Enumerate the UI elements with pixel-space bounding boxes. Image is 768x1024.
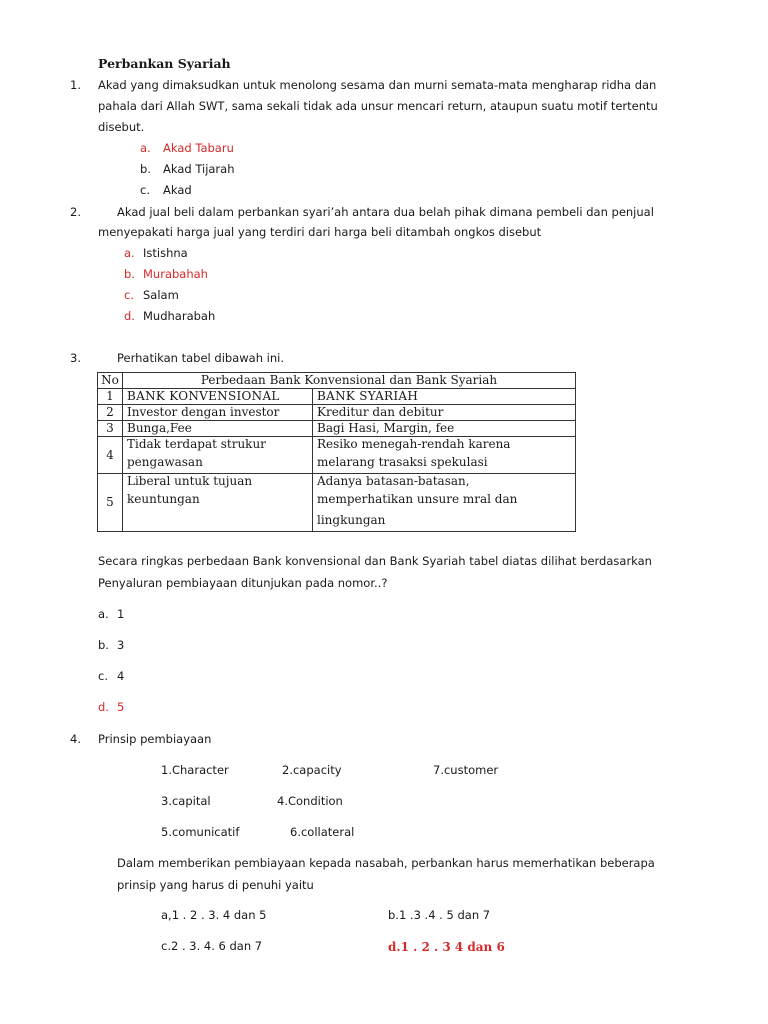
q4-option: a,1 . 2 . 3. 4 dan 5 [161, 908, 267, 922]
q4-principle: 5.comunicatif [161, 825, 240, 839]
q3-intro: Perhatikan tabel dibawah ini. [117, 351, 284, 365]
q3-option-text: 3 [117, 638, 125, 652]
q1-option-text: Akad Tabaru [163, 141, 234, 155]
table-cell-line: lingkungan [317, 513, 386, 527]
q4-principle: 3.capital [161, 794, 211, 808]
q4-number: 4. [70, 732, 81, 746]
q2-number: 2. [70, 205, 81, 219]
q4-principle: 7.customer [433, 763, 499, 777]
q4-principle: 2.capacity [282, 763, 342, 777]
comparison-table [97, 372, 576, 532]
table-cell-line: Tidak terdapat strukur [127, 437, 266, 451]
q2-option-letter: c. [124, 288, 134, 302]
table-row [98, 389, 576, 405]
table-cell-line: Liberal untuk tujuan [127, 474, 253, 488]
q3-question-line: Secara ringkas perbedaan Bank konvensional dan Bank Syariah tabel diatas dilihat berdasarkan [98, 554, 652, 568]
q3-option-letter: c. [98, 669, 108, 683]
q4-option: c.2 . 3. 4. 6 dan 7 [161, 939, 263, 953]
table-header-row [98, 373, 576, 389]
q1-option-letter: b. [140, 162, 151, 176]
q2-option-letter: d. [124, 309, 135, 323]
table-cell-line: memperhatikan unsure mral dan [317, 492, 518, 506]
q4-question-line: Dalam memberikan pembiayaan kepada nasabah, perbankan harus memerhatikan beberapa [117, 856, 655, 870]
q3-option-text: 1 [117, 607, 125, 621]
table-cell-no: 5 [98, 474, 123, 532]
q2-option-text: Salam [143, 288, 179, 302]
q1-option-text: Akad [163, 183, 192, 197]
table-cell-no: 3 [98, 421, 123, 437]
table-cell-syariah: Kreditur dan debitur [313, 405, 576, 421]
q3-question-line: Penyaluran pembiayaan ditunjukan pada nomor..? [98, 576, 388, 590]
table-cell-konvensional: Investor dengan investor [123, 405, 313, 421]
q4-option-answer: d.1 . 2 . 3 4 dan 6 [388, 940, 505, 954]
q3-option-text: 5 [117, 700, 125, 714]
table-cell-line: melarang trasaksi spekulasi [317, 455, 488, 469]
table-row [98, 421, 576, 437]
q2-line: Akad jual beli dalam perbankan syari’ah antara dua belah pihak dimana pembeli dan penjual [117, 205, 654, 219]
table-cell-no: 2 [98, 405, 123, 421]
q1-option-letter: a. [140, 141, 151, 155]
q1-number: 1. [70, 78, 81, 92]
table-cell-line: keuntungan [127, 492, 200, 506]
q4-principle: 6.collateral [290, 825, 355, 839]
table-cell-syariah [313, 474, 576, 532]
q3-option-text: 4 [117, 669, 125, 683]
q1-line: disebut. [98, 120, 145, 134]
q2-option-letter: a. [124, 246, 135, 260]
q3-option-letter: d. [98, 700, 109, 714]
q4-principle: 4.Condition [277, 794, 343, 808]
table-row [98, 474, 576, 532]
q1-option-letter: c. [140, 183, 150, 197]
document-title: Perbankan Syariah [98, 56, 231, 71]
q2-option-text: Murabahah [143, 267, 208, 281]
q2-line: menyepakati harga jual yang terdiri dari harga beli ditambah ongkos disebut [98, 225, 542, 239]
table-row [98, 437, 576, 474]
q3-option-letter: b. [98, 638, 109, 652]
table-cell-no: 1 [98, 389, 123, 405]
q2-option-letter: b. [124, 267, 135, 281]
table-cell-konvensional [123, 437, 313, 474]
table-cell-line: Resiko menegah-rendah karena [317, 437, 511, 451]
table-cell-line: pengawasan [127, 455, 203, 469]
q1-line: Akad yang dimaksudkan untuk menolong sesama dan murni semata-mata mengharap ridha dan [98, 78, 657, 92]
table-cell-konvensional [123, 474, 313, 532]
q2-option-text: Istishna [143, 246, 188, 260]
table-cell-syariah: BANK SYARIAH [313, 389, 576, 405]
table-row [98, 405, 576, 421]
table-cell-line: Adanya batasan-batasan, [317, 474, 470, 488]
table-cell-konvensional: Bunga,Fee [123, 421, 313, 437]
q2-option-text: Mudharabah [143, 309, 216, 323]
table-header-no: No [98, 373, 123, 389]
q4-intro: Prinsip pembiayaan [98, 732, 212, 746]
q4-question-line: prinsip yang harus di penuhi yaitu [117, 878, 314, 892]
table-cell-konvensional: BANK KONVENSIONAL [123, 389, 313, 405]
q1-option-text: Akad Tijarah [163, 162, 235, 176]
table-cell-no: 4 [98, 437, 123, 474]
q4-option: b.1 .3 .4 . 5 dan 7 [388, 908, 491, 922]
q4-principle: 1.Character [161, 763, 229, 777]
q3-number: 3. [70, 351, 81, 365]
table-header-title: Perbedaan Bank Konvensional dan Bank Syariah [123, 373, 576, 389]
table-cell-syariah: Bagi Hasi, Margin, fee [313, 421, 576, 437]
q3-option-letter: a. [98, 607, 109, 621]
table-cell-syariah [313, 437, 576, 474]
q1-line: pahala dari Allah SWT, sama sekali tidak ada unsur mencari return, ataupun suatu motif tertentu [98, 99, 658, 113]
